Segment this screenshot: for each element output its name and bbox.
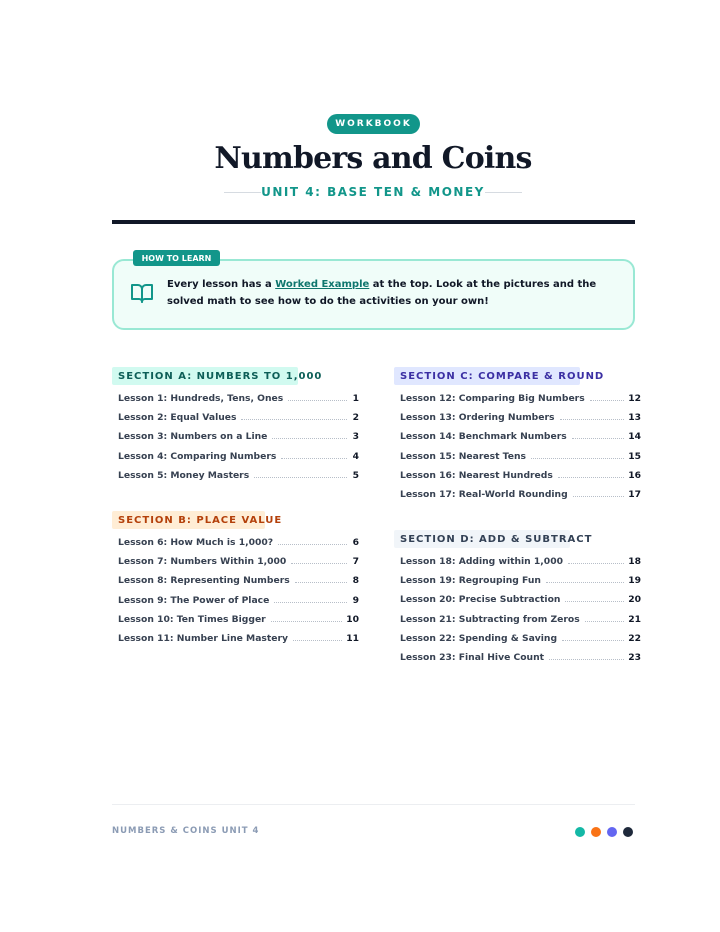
toc-row[interactable] xyxy=(400,448,641,462)
page-number: 17 xyxy=(628,489,641,500)
page-number: 14 xyxy=(628,431,641,443)
toc-row[interactable] xyxy=(118,534,359,548)
section-b-heading: SECTION B: PLACE VALUE xyxy=(112,511,265,529)
page-number: 15 xyxy=(628,450,641,462)
subtitle-row xyxy=(224,184,522,200)
page-number: 8 xyxy=(352,575,359,587)
footer-divider xyxy=(112,804,635,805)
dot-leader xyxy=(585,621,624,622)
lesson-title: Lesson 23: Final Hive Count xyxy=(400,652,545,663)
lesson-title: Lesson 20: Precise Subtraction xyxy=(400,594,561,606)
lesson-title: Lesson 13: Ordering Numbers xyxy=(400,412,555,424)
page-number: 3 xyxy=(352,431,359,443)
section-a-heading: SECTION A: NUMBERS TO 1,000 xyxy=(112,367,298,385)
footer-dot-orange xyxy=(591,827,601,837)
dot-leader xyxy=(573,496,625,497)
toc-row[interactable] xyxy=(400,630,641,644)
dot-leader xyxy=(565,601,624,602)
toc-row[interactable] xyxy=(118,467,359,481)
page-number: 9 xyxy=(352,594,359,606)
page-title: Numbers and Coins xyxy=(214,141,532,176)
toc-row[interactable] xyxy=(400,572,641,586)
lesson-title: Lesson 15: Nearest Tens xyxy=(400,450,526,462)
lesson-title: Lesson 1: Hundreds, Tens, Ones xyxy=(118,393,284,404)
lesson-title: Lesson 18: Adding within 1,000 xyxy=(400,556,563,567)
dot-leader xyxy=(272,438,347,439)
toc-row[interactable] xyxy=(400,467,641,481)
lesson-title: Lesson 5: Money Masters xyxy=(118,469,250,481)
section-d-heading: SECTION D: ADD & SUBTRACT xyxy=(394,530,570,548)
dot-leader xyxy=(274,602,347,603)
dot-leader xyxy=(560,419,625,420)
dot-leader xyxy=(572,438,624,439)
lesson-title: Lesson 3: Numbers on a Line xyxy=(118,431,268,443)
learn-text-rest: at the top. Look at the pictures and the solved math to see how to do the activities on your own! xyxy=(167,279,597,307)
dot-leader xyxy=(293,640,342,641)
lesson-title: Lesson 12: Comparing Big Numbers xyxy=(400,393,585,404)
toc-row[interactable] xyxy=(118,572,359,586)
footer-dot-teal xyxy=(575,827,585,837)
page-number: 2 xyxy=(352,412,359,424)
lesson-title: Lesson 14: Benchmark Numbers xyxy=(400,431,567,443)
dot-leader xyxy=(291,563,347,564)
page-number: 22 xyxy=(628,632,641,644)
lesson-title: Lesson 22: Spending & Saving xyxy=(400,632,558,644)
toc-row[interactable] xyxy=(118,592,359,606)
page-number: 13 xyxy=(628,412,641,424)
toc-row[interactable] xyxy=(400,611,641,625)
toc-row[interactable] xyxy=(118,553,359,567)
lesson-title: Lesson 9: The Power of Place xyxy=(118,594,270,606)
lesson-title: Lesson 2: Equal Values xyxy=(118,412,237,424)
page-number: 4 xyxy=(352,450,359,462)
lesson-title: Lesson 10: Ten Times Bigger xyxy=(118,613,266,625)
dot-leader xyxy=(281,458,347,459)
page-number: 5 xyxy=(352,469,359,481)
page-subtitle: UNIT 4: BASE TEN & MONEY xyxy=(261,185,485,199)
dot-leader xyxy=(558,477,624,478)
toc-row[interactable] xyxy=(400,428,641,442)
toc-row[interactable] xyxy=(118,630,359,644)
page-number: 12 xyxy=(628,393,641,404)
dot-leader xyxy=(546,582,624,583)
toc-row[interactable] xyxy=(118,409,359,423)
lesson-title: Lesson 8: Representing Numbers xyxy=(118,575,290,587)
lesson-title: Lesson 11: Number Line Mastery xyxy=(118,633,289,644)
header-divider xyxy=(112,220,635,224)
dot-leader xyxy=(271,621,343,622)
page-number: 18 xyxy=(628,556,641,567)
lesson-title: Lesson 16: Nearest Hundreds xyxy=(400,469,553,481)
lesson-title: Lesson 6: How Much is 1,000? xyxy=(118,537,274,548)
section-c-heading: SECTION C: COMPARE & ROUND xyxy=(394,367,580,385)
page-number: 1 xyxy=(352,393,359,404)
dot-leader xyxy=(254,477,347,478)
dot-leader xyxy=(278,544,347,545)
footer-dots xyxy=(575,827,633,837)
page-number: 7 xyxy=(352,556,359,568)
page-number: 11 xyxy=(346,633,359,644)
toc-row[interactable] xyxy=(400,591,641,605)
dot-leader xyxy=(590,400,625,401)
worked-example-link[interactable]: Worked Example xyxy=(275,279,370,290)
toc-row[interactable] xyxy=(118,448,359,462)
lesson-title: Lesson 4: Comparing Numbers xyxy=(118,450,277,462)
subtitle-right-line xyxy=(485,192,522,193)
page-number: 19 xyxy=(628,575,641,587)
learn-text-intro: Every lesson has a xyxy=(167,279,276,290)
dot-leader xyxy=(531,458,624,459)
page-number: 21 xyxy=(628,613,641,625)
how-to-learn-tab: HOW TO LEARN xyxy=(133,250,220,266)
toc-row[interactable] xyxy=(400,486,641,500)
subtitle-left-line xyxy=(224,192,261,193)
dot-leader xyxy=(562,640,624,641)
how-to-learn-text xyxy=(167,276,622,310)
page-number: 20 xyxy=(628,594,641,606)
lesson-title: Lesson 7: Numbers Within 1,000 xyxy=(118,556,287,568)
toc-row[interactable] xyxy=(118,611,359,625)
toc-row[interactable] xyxy=(400,553,641,567)
page-number: 10 xyxy=(346,613,359,625)
lesson-title: Lesson 17: Real-World Rounding xyxy=(400,489,568,500)
toc-row[interactable] xyxy=(400,649,641,663)
dot-leader xyxy=(288,400,347,401)
dot-leader xyxy=(295,582,347,583)
dot-leader xyxy=(241,419,347,420)
lesson-title: Lesson 21: Subtracting from Zeros xyxy=(400,613,580,625)
book-open-icon xyxy=(130,281,154,305)
lesson-title: Lesson 19: Regrouping Fun xyxy=(400,575,541,587)
toc-row[interactable] xyxy=(400,390,641,404)
dot-leader xyxy=(568,563,624,564)
footer-dot-navy xyxy=(623,827,633,837)
footer-label: NUMBERS & COINS UNIT 4 xyxy=(112,826,260,836)
page-number: 6 xyxy=(352,537,359,548)
toc-row[interactable] xyxy=(118,428,359,442)
toc-row[interactable] xyxy=(118,390,359,404)
workbook-badge: WORKBOOK xyxy=(327,114,420,134)
dot-leader xyxy=(549,659,624,660)
page-number: 23 xyxy=(628,652,641,663)
footer-dot-indigo xyxy=(607,827,617,837)
page-number: 16 xyxy=(628,469,641,481)
toc-row[interactable] xyxy=(400,409,641,423)
